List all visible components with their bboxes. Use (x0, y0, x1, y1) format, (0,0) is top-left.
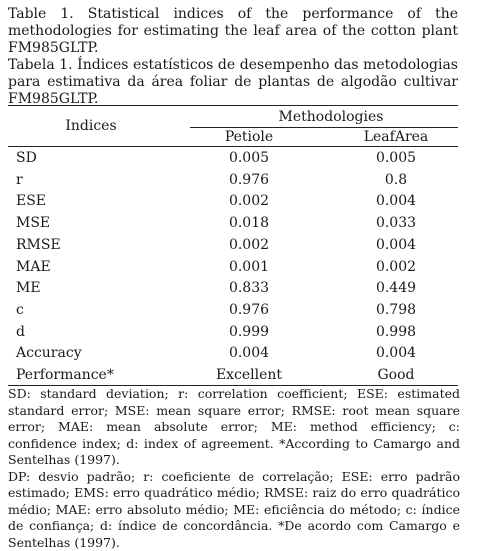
row-leafarea-value: 0.798 (341, 298, 451, 322)
row-index-name: MSE (16, 211, 50, 235)
row-leafarea-value: 0.8 (341, 168, 451, 192)
row-petiole-value: 0.004 (194, 341, 304, 365)
table-row (8, 189, 458, 213)
row-petiole-value: 0.976 (194, 298, 304, 322)
row-petiole-value: 0.002 (194, 233, 304, 257)
row-index-name: r (16, 168, 23, 192)
row-index-name: ME (16, 276, 41, 300)
row-petiole-value: 0.001 (194, 255, 304, 279)
table-row (8, 168, 458, 192)
row-index-name: Accuracy (16, 341, 82, 365)
row-index-name: SD (16, 146, 37, 170)
row-petiole-value: 0.976 (194, 168, 304, 192)
row-index-name: c (16, 298, 24, 322)
row-leafarea-value: 0.033 (341, 211, 451, 235)
row-leafarea-value: 0.449 (341, 276, 451, 300)
table-row (8, 146, 458, 170)
table-row (8, 341, 458, 365)
row-petiole-value: 0.018 (194, 211, 304, 235)
header-methodologies: Methodologies (236, 109, 426, 126)
table-row (8, 363, 458, 387)
row-petiole-value: 0.833 (194, 276, 304, 300)
table-notes (8, 386, 460, 551)
notes-portuguese: DP: desvio padrão; r: coeficiente de correlação; ESE: erro padrão estimado; EMS: erro quadrático médio; RMSE: raiz do erro quadrático médio; MAE: erro absoluto médio; ME: eficiência do método; c: índice de confiança; d: índice de concordância. *De acordo com Camargo e Sentelhas (1997). (8, 469, 460, 551)
top-rule (8, 105, 458, 106)
row-leafarea-value: 0.998 (341, 320, 451, 344)
header-leafarea: LeafArea (341, 129, 451, 146)
notes-english: SD: standard deviation; r: correlation coefficient; ESE: estimated standard error; MSE: mean square error; RMSE: root mean square error; MAE: mean absolute error; ME: method efficiency; c: confidence index; d: index of agreement. *According to Camargo and Sentelhas (1997). (8, 386, 460, 469)
table-row (8, 211, 458, 235)
row-leafarea-value: Good (341, 363, 451, 387)
methodologies-rule (190, 127, 458, 128)
caption-portuguese: Tabela 1. Índices estatísticos de desempenho das metodologias para estimativa da área foliar de plantas de algodão cultivar FM985GLTP. (8, 57, 458, 108)
table-row (8, 255, 458, 279)
row-index-name: ESE (16, 189, 46, 213)
table-row (8, 320, 458, 344)
header-indices: Indices (16, 118, 166, 135)
caption-english: Table 1. Statistical indices of the performance of the methodologies for estimating the leaf area of the cotton plant FM985GLTP. (8, 6, 458, 57)
row-petiole-value: 0.005 (194, 146, 304, 170)
row-leafarea-value: 0.004 (341, 341, 451, 365)
row-leafarea-value: 0.004 (341, 189, 451, 213)
table-row (8, 276, 458, 300)
table-caption (8, 6, 458, 108)
row-petiole-value: 0.999 (194, 320, 304, 344)
row-leafarea-value: 0.004 (341, 233, 451, 257)
row-index-name: MAE (16, 255, 51, 279)
row-petiole-value: 0.002 (194, 189, 304, 213)
row-index-name: d (16, 320, 25, 344)
table-row (8, 298, 458, 322)
row-index-name: Performance* (16, 363, 114, 387)
row-leafarea-value: 0.002 (341, 255, 451, 279)
header-petiole: Petiole (194, 129, 304, 146)
row-index-name: RMSE (16, 233, 61, 257)
row-petiole-value: Excellent (194, 363, 304, 387)
row-leafarea-value: 0.005 (341, 146, 451, 170)
table-row (8, 233, 458, 257)
